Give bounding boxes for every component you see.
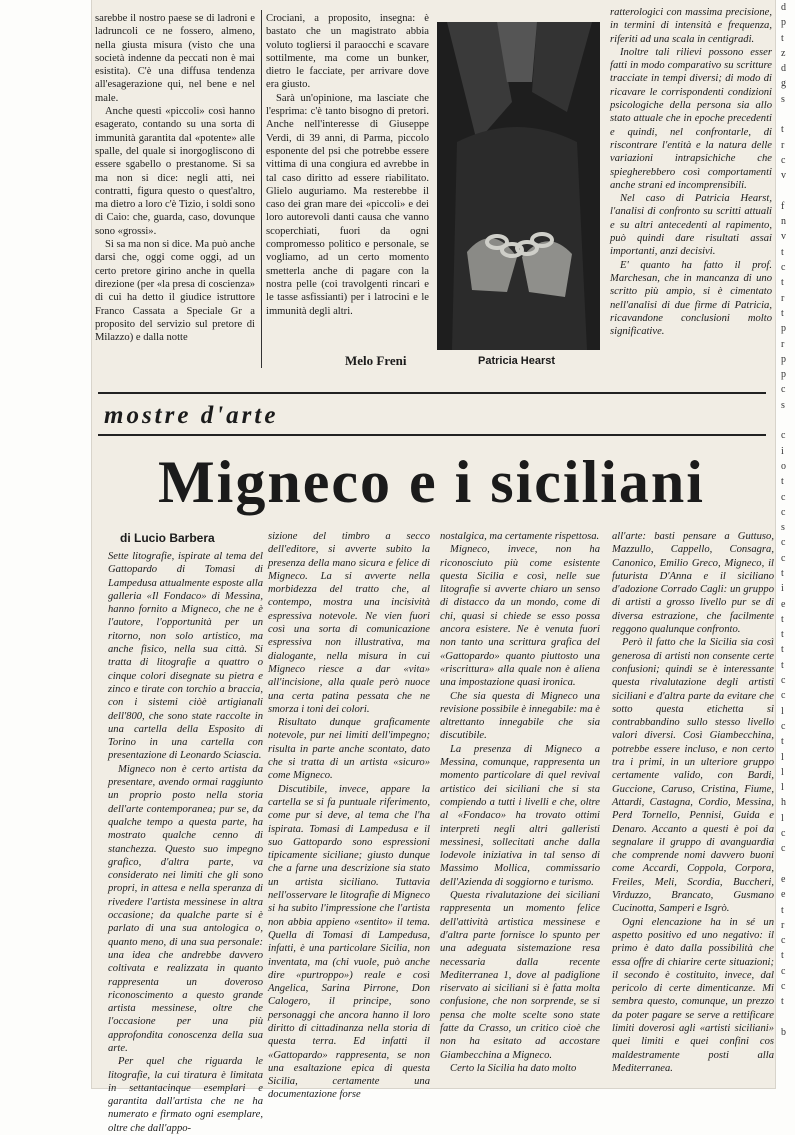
edge-letter: t [781, 996, 784, 1008]
edge-letter: l [781, 751, 784, 763]
paragraph: Per quel che riguarda le litografie, la cui tiratura è limitata in settantacinque esemplari e garantita dall'artista che ne ha numerato e firmato ogni esemplare, oltre che dall'appo- [108, 1056, 263, 1134]
edge-letter: t [781, 950, 784, 962]
edge-letter: t [781, 476, 784, 488]
column-divider [261, 10, 262, 368]
edge-letter: t [781, 659, 784, 671]
edge-letter [781, 184, 795, 199]
edge-letter: c [781, 690, 786, 702]
adjacent-page-edge [781, 0, 795, 1040]
edge-letter: c [781, 537, 786, 549]
edge-letter: t [781, 567, 784, 579]
photo-caption: Patricia Hearst [478, 355, 556, 367]
edge-letter: c [781, 828, 786, 840]
paragraph: La presenza di Migneco a Messina, comunque, rappresenta un momento particolare di quel revival artistico dei siciliani che si sta compiendo a tutti i livelli e che, oltre al «Fondaco» ha trovato ottimi interpreti negli altri galleristi messinesi, sollecitati anche dalla lodevole iniziativa in tal senso di Massimo Mollica, commissario dell'Azienda di soggiorno e turismo. [440, 743, 600, 888]
edge-letter: r [781, 919, 785, 931]
edge-letter: p [781, 323, 786, 335]
paragraph: Che sia questa di Migneco una revisione possibile è innegabile: ma è altrettanto innegabile che sia discutibile. [440, 690, 600, 742]
paragraph: Ogni elencazione ha in sé un aspetto positivo ed uno negativo: il primo è dato dalla possibilità che essa offre di chiarire certe situazioni; il secondo è costituito, invece, dal pericolo di certe dimenticanze. Mi sembra questo, comunque, un prezzo da poter pagare se serve a rettificare limiti doverosi agli «artisti siciliani» quei limiti e quei confini cos maldestramente posti alla Mediterranea. [612, 916, 774, 1074]
art-article-column-3 [440, 530, 600, 1074]
edge-letter: s [781, 522, 785, 534]
edge-letter: l [781, 782, 784, 794]
edge-letter: v [781, 231, 786, 243]
edge-letter [781, 107, 795, 122]
edge-letter: t [781, 613, 784, 625]
signature: Melo Freni [345, 353, 407, 368]
section-rule-top [98, 392, 766, 394]
edge-letter: c [781, 720, 786, 732]
paragraph: Migneco, invece, non ha riconosciuto più come esistente questa Sicilia e così, nelle sue litografie si avverte chiaro un senso di distacco da un mondo, come di chi, quasi si chiede se esso possa ancora esistere. Ne è venuta fuori non tanto una scrittura grafica del «Gattopardo» quanto piuttosto una «riscrittura» alla quale non è aliena una impostazione quasi ironica. [440, 544, 600, 689]
top-article-column-4 [610, 6, 772, 368]
edge-letter: g [781, 78, 786, 90]
edge-letter: t [781, 32, 784, 44]
edge-letter: r [781, 139, 785, 151]
top-article-column-1 [95, 12, 255, 377]
edge-letter: p [781, 369, 786, 381]
edge-letter: o [781, 460, 786, 472]
edge-letter: e [781, 889, 786, 901]
paragraph: ratterologici con massima precisione, in termini di intensità e frequenza, riferiti ad una scala in centigradi. [610, 7, 772, 45]
paragraph: Sarà un'opinione, ma lasciate che l'esprima: c'è tanto bisogno di pretori. Anche nell'interesse di Giuseppe Verdi, di 39 anni, di Parma, piccolo esponente del psi che potrebbe essere vittima di una congiura ed avrebbe in tal caso diritto ad essere riabilitato. Glielo auguriamo. Ma resterebbe il caso dei gran mare dei «piccoli» e dei loro autorevoli danti causa che vanno scoperchiati, fuori da ogni compromesso politico e personale, se vogliamo, ad un certo momento smetterla anche di pagare con la nostra pelle (coi travolgenti rincari e le tasse asfissianti) per i latrocini e le immunità degli altri. [266, 92, 429, 317]
edge-letter: h [781, 797, 786, 809]
edge-letter: t [781, 307, 784, 319]
edge-letter: n [781, 216, 786, 228]
edge-letter: p [781, 17, 786, 29]
paragraph: Questa rivalutazione dei siciliani rappresenta un momento felice dell'attività artistica messinese e d'altra parte fornisce lo spunto per una adeguata sistemazione resa necessaria dalla recente Mediterranea 1, dove al padiglione riservato ai siciliani si è fatta molta confusione, che non sorprende, se si pensa che molte scelte sono state fatte da Crasso, un critico cioè che non ha esitato ad accostare Giambecchina a Migneco. [440, 890, 600, 1061]
edge-letter: i [781, 445, 784, 457]
paragraph: Inoltre tali rilievi possono esser fatti in modo comparativo su scritture tracciate in tempi diversi; di modo di ricavare le corrispondenti condizioni psicologiche della persona sia allo stato attuale che in epoche precedenti e quindi, nel confrontarle, di riscontrare l'entità e la natura delle variazioni intrapsichiche che spiegherebbero così comportamenti anche strani ed incomprensibili. [610, 46, 772, 191]
edge-letter: t [781, 246, 784, 258]
edge-letter: t [781, 904, 784, 916]
paragraph: sizione del timbro a secco dell'editore, si avverte subito la presenza della mano sicura e felice di Migneco. La si avverte nella morbidezza del tratto che, al contempo, mostra una incisività espressiva notevole. Ne vien fuori così una sorta di comunicazione espressiva non illustrativa, ma dialogante, nella misura in cui Migneco riesce a dar «vita» all'incisione, alla quale però nuoce una certa patina pessata che ne smorza i toni dei colori. [268, 531, 430, 715]
paragraph: Anche questi «piccoli» così hanno esagerato, contando su una sorta di immunità garantita dal «potente» alle spalle, del quale si inorgogliscono di essere sgabello o prestanome. Si sa ma non si dice: negli atti, nei contratti, figura questo o quest'altro, ma dietro a loro c'è Tizio, i soldi sono di Caio: che, guarda, caso, dovunque sono «grossi». [95, 106, 255, 237]
edge-letter: r [781, 292, 785, 304]
paragraph: Crociani, a proposito, insegna: è bastato che un magistrato abbia voluto togliersi il paraocchi e scavare sottilmente, ma come un bunker, dietro le facciate, per arrivare dove era giusto. [266, 13, 429, 91]
paragraph: Però il fatto che la Sicilia sia così generosa di artisti non consente certe confusioni; quindi se è interessante questa rivalutazione degli artisti siciliani e d'altra parte da evitare che sotto questa etichetta si contrabbandino sullo stesso livello valori diversi. Così Giambecchina, potrebbe essere incluso, e non certo tra i primi, in un ulteriore gruppo certamente valido, con Bardi, Guccione, Caruso, Cristina, Fiume, Attardi, Castagna, Cordio, Messina, Perd Tornello, Pennisi, Guida e Denaro. Accanto a questi è poi da segnalare il gruppo di avanguardia che comprende nomi davvero buoni come Accardi, Coppola, Corpora, Freiles, Meli, Scordia, Buccheri, Virduzzo, Brancato, Gusmano Cucinotta, Samperi e Isgrò. [612, 637, 774, 915]
edge-letter: t [781, 736, 784, 748]
edge-letter: c [781, 675, 786, 687]
edge-letter: e [781, 598, 786, 610]
edge-letter: r [781, 338, 785, 350]
art-article-column-1 [108, 550, 263, 1134]
edge-letter: c [781, 430, 786, 442]
art-article-column-4 [612, 530, 774, 1074]
edge-letter: d [781, 2, 786, 13]
edge-letter: t [781, 644, 784, 656]
edge-letter: c [781, 981, 786, 992]
edge-letter: e [781, 873, 786, 885]
edge-letter: c [781, 843, 786, 855]
edge-letter: p [781, 353, 786, 365]
edge-letter: c [781, 262, 786, 274]
paragraph: Certo la Sicilia ha dato molto [450, 1062, 577, 1074]
paragraph: Risultato dunque graficamente notevole, pur nei limiti dell'impegno; risulta in parte anche scontato, dato che si tratta di un artista «sicuro» come Migneco. [268, 717, 430, 782]
edge-letter: t [781, 124, 784, 136]
paragraph: sarebbe il nostro paese se di ladroni e ladruncoli ce ne fossero, almeno, nella giusta misura (visto che una società indenne da peccati non è mai esistita). C'è una diffusa tendenza all'esagerazione qui, nel bene e nel male. [95, 13, 255, 104]
paragraph: Si sa ma non si dice. Ma può anche darsi che, oggi come oggi, ad un certo pretore girino anche in quella direzione (per «la presa di coscienza» di cui ha detto il giudice istruttore Franco Cassata a Speciale Gr a proposito del servizio sul pretore di Milazzo) e dalla notte [95, 239, 255, 344]
edge-letter: t [781, 277, 784, 289]
edge-letter: c [781, 552, 786, 564]
art-article-column-2 [268, 530, 430, 1101]
edge-letter: f [781, 200, 785, 212]
edge-letter [781, 857, 795, 872]
paragraph: nostalgica, ma certamente rispettosa. [440, 531, 600, 542]
section-title: mostre d'arte [104, 402, 279, 429]
edge-letter: c [781, 965, 786, 977]
paragraph: Nel caso di Patricia Hearst, l'analisi di confronto su scritti attuali e su altri antecedenti al rapimento, può quindi dare risultati assai importanti, anzi decisivi. [610, 193, 772, 258]
edge-letter: i [781, 583, 784, 595]
patricia-hearst-photo [437, 22, 600, 350]
edge-letter: t [781, 629, 784, 641]
edge-letter: l [781, 812, 784, 824]
edge-letter: b [781, 1026, 786, 1038]
handcuffed-hands-image [437, 22, 600, 350]
byline: di Lucio Barbera [120, 531, 215, 545]
edge-letter: v [781, 170, 786, 182]
edge-letter: s [781, 399, 785, 411]
paragraph: Migneco non è certo artista da presentare, avendo ormai raggiunto un proprio posto nella storia dell'arte contemporanea; pur se, da qualche tempo a questa parte, ha mostrato qualche cenno di stanchezza. Questo suo impegno grafico, d'altra parte, va considerato nei limiti che gli sono propri, in attesa e nella speranza di rivedere l'artista messinese in altra occasione; da qualche parte si è parlato di una sua antologica o, quanto meno, di una sua personale: una idea che andrebbe davvero coltivata e realizzata in quanto rappresenta un doveroso riconoscimento a questo grande artista messinese, oltre che l'occasione per una più approfondita conoscenza della sua arte. [108, 763, 263, 1054]
edge-letter [781, 413, 795, 428]
section-rule-bottom [98, 434, 766, 436]
edge-letter: c [781, 935, 786, 947]
edge-letter [781, 1010, 795, 1025]
edge-letter: s [781, 93, 785, 105]
top-article-column-2 [266, 12, 429, 348]
edge-letter: c [781, 384, 786, 396]
paragraph: E' quanto ha fatto il prof. Marchesan, che in mancanza di uno scritto più ampio, si è cimentato nell'analisi di due firme di Patricia, ricavandone conclusioni molto significative. [610, 259, 772, 338]
edge-letter: z [781, 47, 786, 59]
edge-letter: l [781, 766, 784, 778]
edge-letter: c [781, 506, 786, 518]
paragraph: Discutibile, invece, appare la cartella se si fa puntuale riferimento, come pur si deve, al tema che l'ha ispirata. Tomasi di Lampedusa e il suo Gattopardo sono espressioni tipicamente siciliane; giusto dunque che a farne una descrizione sia stato un artista siciliano. Tuttavia nell'osservare le litografie di Migneco si ha subito l'impressione che l'artista non abbia appieno «sentito» il tema. Quella di Tomasi di Lampedusa, infatti, è una particolare Sicilia, non inventata, ma (chi vuole, può anche dire «purtroppo») reale e così Angelica, Sarina Pirrone, Don Calogero, il principe, sono personaggi che ancora hanno il loro diritto di cittadinanza nella storia di questa terra. Ed infatti il «Gattopardo» rappresenta, se non una esaltazione epica di questa Sicilia, certamente una documentazione forse [268, 783, 430, 1101]
edge-letter: c [781, 154, 786, 166]
headline: Migneco e i siciliani [158, 449, 705, 515]
edge-letter: d [781, 63, 786, 75]
paragraph: all'arte: basti pensare a Guttuso, Mazzullo, Cappello, Consagra, Canonico, Emilio Greco, Migneco, il futurista D'Anna e il siciliano d'adozione Corrado Cagli: un gruppo di artisti a grosso livello pur se di diversa estrazione, che facilmente reggono qualunque confronto. [612, 531, 774, 636]
paragraph: Sette litografie, ispirate al tema del Gattopardo di Tomasi di Lampedusa attualmente esposte alla galleria «Il Fondaco» di Messina, hanno fornito a Migneco, che ne è l'autore, l'opportunità per un ritorno, non solo artistico, ma anche fisico, nella sua città. Si tratta di litografie a quattro o cinque colori disegnate su pietra e zinco e tirate con torchio a braccia, con i sistemi ciòè artigianali dell'800, che sono state raccolte in una cartella della Esposito di Torino in una cartella con presentazione di Leonardo Sciascia. [108, 551, 263, 762]
edge-letter: c [781, 491, 786, 503]
edge-letter: l [781, 705, 784, 717]
